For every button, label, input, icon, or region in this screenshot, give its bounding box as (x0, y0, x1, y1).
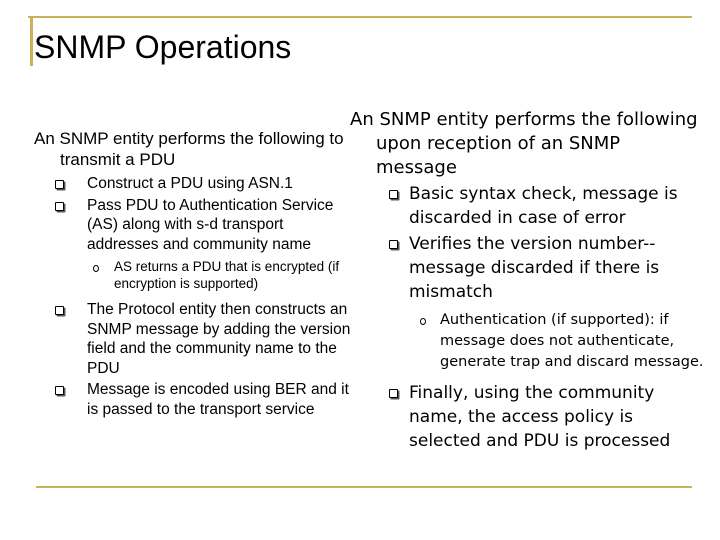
right-column (350, 108, 706, 455)
left-intro: An SNMP entity performs the following to transmit a PDU (34, 129, 344, 169)
square-bullet-icon (55, 180, 64, 189)
left-item-text: Pass PDU to Authentication Service (AS) along with s-d transport addresses and community name (87, 196, 334, 253)
left-item (34, 380, 354, 419)
left-item (34, 174, 354, 194)
square-bullet-icon (389, 389, 398, 398)
right-subitem (350, 310, 706, 373)
left-list (34, 174, 354, 419)
bottom-rule (36, 486, 692, 488)
title-accent-bar (30, 18, 33, 66)
right-item (350, 232, 706, 304)
square-bullet-icon (55, 386, 64, 395)
left-item-text: Construct a PDU using ASN.1 (87, 175, 293, 192)
right-item (350, 381, 706, 453)
right-intro: An SNMP entity performs the following upon reception of an SNMP message (350, 109, 698, 178)
right-item (350, 182, 706, 230)
right-item-text: Finally, using the community name, the access policy is selected and PDU is processed (409, 383, 671, 451)
left-item (34, 196, 354, 255)
circle-bullet-icon (93, 265, 99, 272)
left-subitem-text: AS returns a PDU that is encrypted (if encryption is supported) (114, 259, 340, 291)
left-item-text: The Protocol entity then constructs an SNMP message by adding the version field and the community name to the PDU (87, 301, 351, 377)
slide-title: SNMP Operations (34, 29, 292, 65)
circle-bullet-icon (420, 318, 426, 325)
left-item-text: Message is encoded using BER and it is passed to the transport service (87, 381, 349, 418)
square-bullet-icon (389, 240, 398, 249)
right-list (350, 182, 706, 453)
right-item-text: Basic syntax check, message is discarded in case of error (409, 184, 678, 228)
right-item-text: Verifies the version number--message discarded if there is mismatch (409, 234, 660, 302)
square-bullet-icon (55, 306, 64, 315)
top-rule (28, 16, 692, 18)
left-item (34, 300, 354, 378)
square-bullet-icon (389, 190, 398, 199)
left-subitem (34, 258, 354, 292)
square-bullet-icon (55, 202, 64, 211)
left-column (34, 128, 354, 421)
right-subitem-text: Authentication (if supported): if message does not authenticate, generate trap and discard message. (440, 312, 704, 370)
